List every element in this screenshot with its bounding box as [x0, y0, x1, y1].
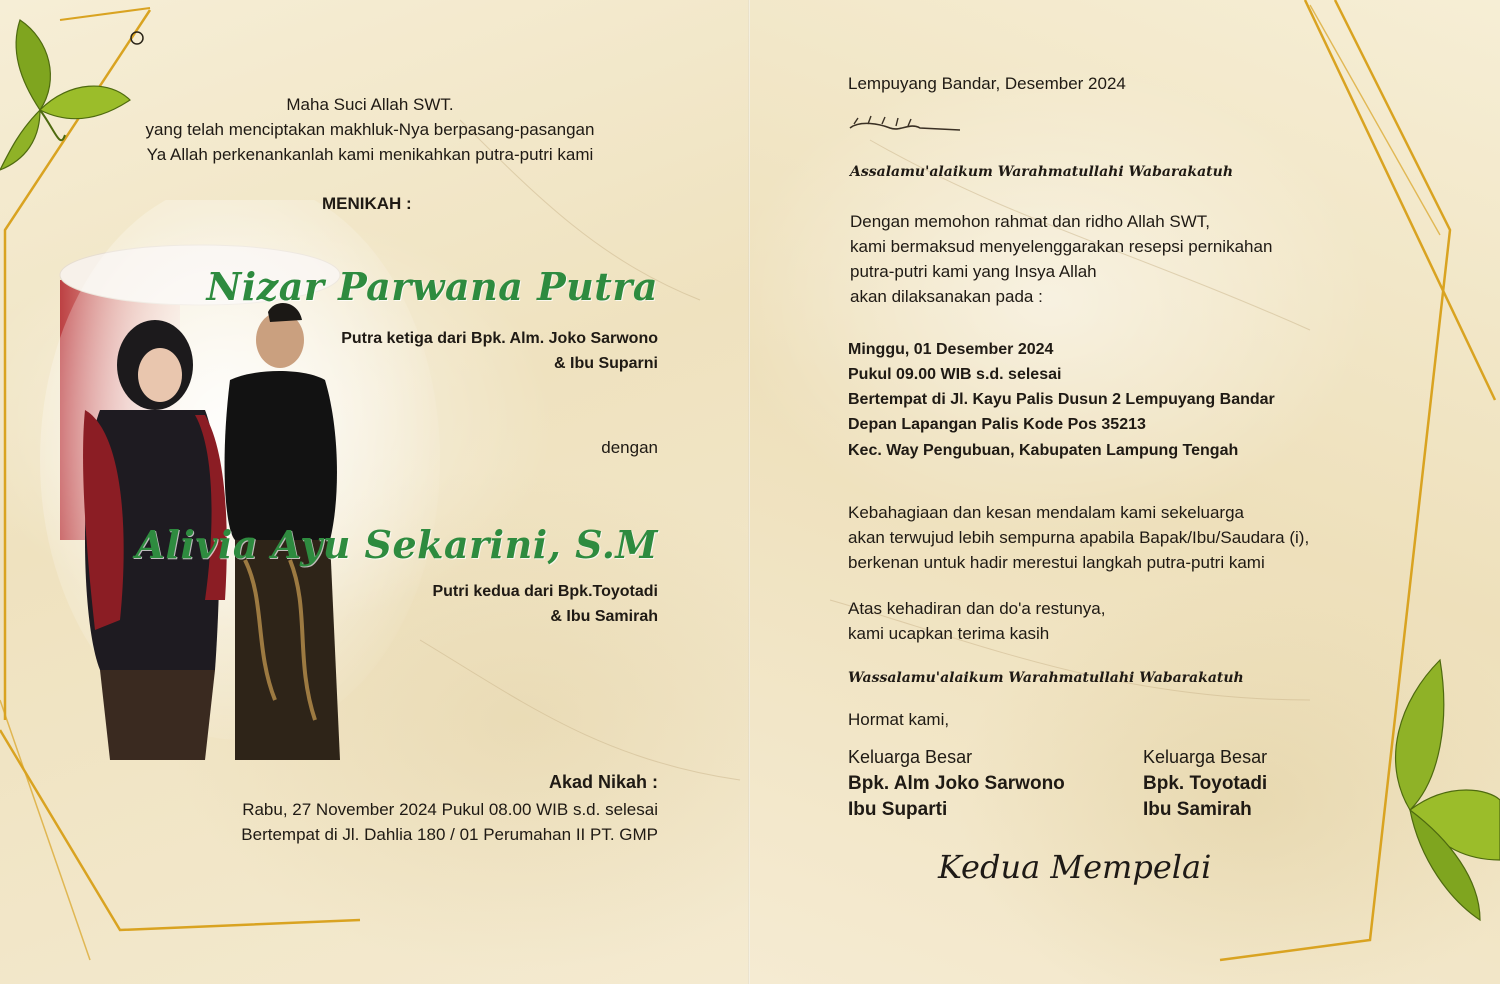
closing: Wassalamu'alaikum Warahmatullahi Wabarakatuh	[848, 670, 1244, 686]
signature-kedua-mempelai: Kedua Mempelai	[938, 848, 1212, 886]
groom-name: Nizar Parwana Putra	[206, 264, 658, 309]
greeting: Assalamu'alaikum Warahmatullahi Wabarakatuh	[850, 164, 1234, 180]
event-line-5: Kec. Way Pengubuan, Kabupaten Lampung Tengah	[848, 442, 1239, 459]
intro-line-4: akan dilaksanakan pada :	[850, 287, 1043, 306]
groom-family-line-2: Ibu Suparti	[848, 799, 948, 820]
akad-line-1: Rabu, 27 November 2024 Pukul 08.00 WIB s.d. selesai	[242, 800, 658, 819]
groom-parents-line-1: Putra ketiga dari Bpk. Alm. Joko Sarwono	[341, 330, 658, 347]
intro-line-2: kami bermaksud menyelenggarakan resepsi pernikahan	[850, 237, 1273, 256]
groom-family-line-1: Bpk. Alm Joko Sarwono	[848, 773, 1065, 794]
bride-family-line-2: Ibu Samirah	[1143, 799, 1252, 820]
intro-line-3: putra-putri kami yang Insya Allah	[850, 262, 1097, 281]
bride-family-line-1: Bpk. Toyotadi	[1143, 773, 1268, 794]
intro-line-1: Dengan memohon rahmat dan ridho Allah SWT,	[850, 212, 1211, 231]
opening-line-1: Maha Suci Allah SWT.	[286, 95, 454, 114]
akad-line-2: Bertempat di Jl. Dahlia 180 / 01 Perumahan II PT. GMP	[241, 825, 658, 844]
bride-parents-line-2: & Ibu Samirah	[550, 608, 658, 625]
groom-parents-line-2: & Ibu Suparni	[554, 355, 658, 372]
event-line-4: Depan Lapangan Palis Kode Pos 35213	[848, 416, 1146, 433]
event-line-2: Pukul 09.00 WIB s.d. selesai	[848, 366, 1062, 383]
happiness-line-2: akan terwujud lebih sempurna apabila Bapak/Ibu/Saudara (i),	[848, 528, 1310, 547]
hormat-kami: Hormat kami,	[848, 710, 950, 729]
leaf-ornament-right	[750, 0, 1500, 984]
akad-label: Akad Nikah :	[548, 772, 658, 792]
event-line-3: Bertempat di Jl. Kayu Palis Dusun 2 Lempuyang Bandar	[848, 391, 1275, 408]
menikah-label: MENIKAH :	[322, 194, 412, 213]
bride-parents-line-1: Putri kedua dari Bpk.Toyotadi	[432, 583, 658, 600]
opening-line-2: yang telah menciptakan makhluk-Nya berpasang-pasangan	[145, 120, 595, 139]
happiness-line-1: Kebahagiaan dan kesan mendalam kami sekeluarga	[848, 503, 1244, 522]
place-date: Lempuyang Bandar, Desember 2024	[848, 74, 1126, 93]
right-panel	[750, 0, 1500, 984]
bride-family-label: Keluarga Besar	[1143, 747, 1268, 767]
right-gold-frame	[750, 0, 1500, 984]
bride-name: Alivia Ayu Sekarini, S.M	[135, 522, 658, 567]
thanks-line-1: Atas kehadiran dan do'a restunya,	[848, 599, 1106, 618]
opening-line-3: Ya Allah perkenankanlah kami menikahkan putra-putri kami	[146, 145, 594, 164]
happiness-line-3: berkenan untuk hadir merestui langkah putra-putri kami	[848, 553, 1265, 572]
bismillah-calligraphy	[750, 0, 1500, 984]
event-line-1: Minggu, 01 Desember 2024	[848, 341, 1054, 358]
connector-dengan: dengan	[601, 438, 658, 457]
thanks-line-2: kami ucapkan terima kasih	[848, 624, 1050, 643]
groom-family-label: Keluarga Besar	[848, 747, 973, 767]
